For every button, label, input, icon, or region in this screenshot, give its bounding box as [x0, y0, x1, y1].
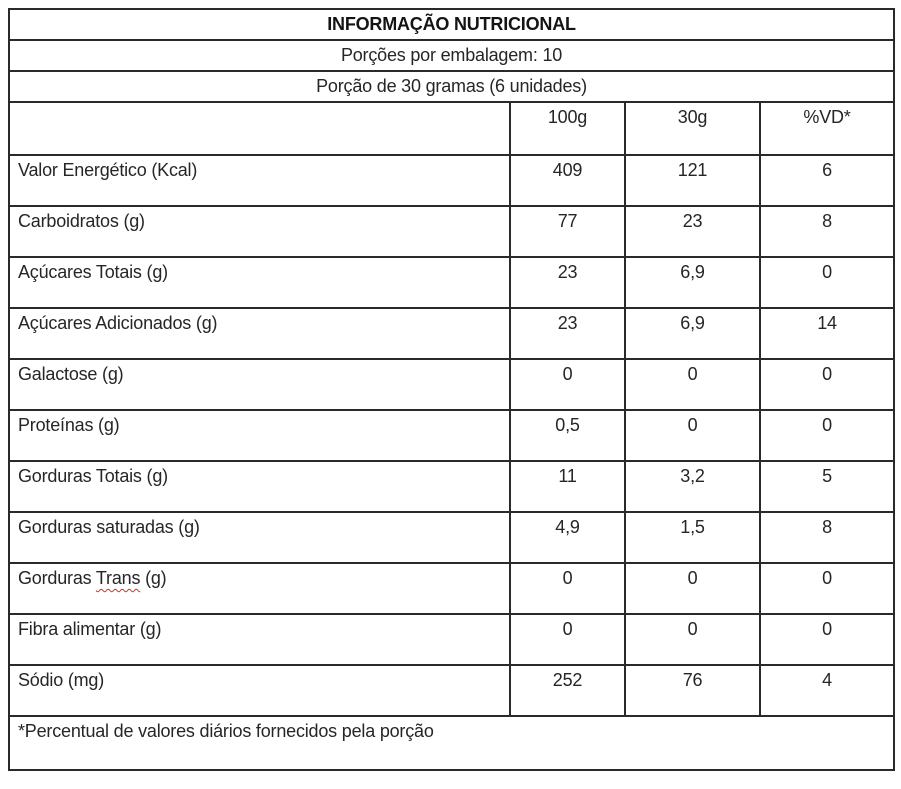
nutrient-label: Sódio (mg): [9, 665, 510, 716]
nutrient-label-suffix: (g): [140, 568, 167, 588]
value-vd: 14: [760, 308, 894, 359]
value-30g: 121: [625, 155, 760, 206]
nutrient-label-prefix: Gorduras: [18, 568, 96, 588]
value-30g: 76: [625, 665, 760, 716]
column-header-30g: 30g: [625, 102, 760, 155]
value-30g: 0: [625, 614, 760, 665]
value-vd: 0: [760, 410, 894, 461]
value-vd: 8: [760, 206, 894, 257]
table-row-gorduras-trans: [9, 563, 894, 614]
value-30g: 6,9: [625, 257, 760, 308]
value-30g: 1,5: [625, 512, 760, 563]
value-100g: 0: [510, 614, 625, 665]
nutrient-label: Gorduras saturadas (g): [9, 512, 510, 563]
nutrient-label: Açúcares Adicionados (g): [9, 308, 510, 359]
daily-value-footnote: *Percentual de valores diários fornecidos pela porção: [9, 716, 894, 770]
value-100g: 0,5: [510, 410, 625, 461]
table-row-carboidratos: [9, 206, 894, 257]
value-30g: 0: [625, 359, 760, 410]
portion-description-text: Porção de 30 gramas (6 unidades): [9, 71, 894, 102]
value-30g: 23: [625, 206, 760, 257]
table-row-galactose: [9, 359, 894, 410]
value-100g: 0: [510, 563, 625, 614]
servings-row: [9, 40, 894, 71]
nutrient-label: Gorduras Totais (g): [9, 461, 510, 512]
value-100g: 23: [510, 257, 625, 308]
value-30g: 0: [625, 410, 760, 461]
table-row-gorduras-saturadas: [9, 512, 894, 563]
value-30g: 3,2: [625, 461, 760, 512]
title-row: [9, 9, 894, 40]
nutrient-label: Proteínas (g): [9, 410, 510, 461]
nutrient-label: Galactose (g): [9, 359, 510, 410]
servings-per-package-text: Porções por embalagem: 10: [9, 40, 894, 71]
value-100g: 77: [510, 206, 625, 257]
footnote-row: [9, 716, 894, 770]
table-row-acucares-totais: [9, 257, 894, 308]
table-row-acucares-adicionados: [9, 308, 894, 359]
value-30g: 0: [625, 563, 760, 614]
value-vd: 0: [760, 257, 894, 308]
value-vd: 6: [760, 155, 894, 206]
value-100g: 23: [510, 308, 625, 359]
value-vd: 5: [760, 461, 894, 512]
value-vd: 0: [760, 614, 894, 665]
table-title: INFORMAÇÃO NUTRICIONAL: [9, 9, 894, 40]
value-vd: 8: [760, 512, 894, 563]
table-row-fibra-alimentar: [9, 614, 894, 665]
nutrient-label: Valor Energético (Kcal): [9, 155, 510, 206]
nutrient-label: Fibra alimentar (g): [9, 614, 510, 665]
column-header-100g: 100g: [510, 102, 625, 155]
value-100g: 409: [510, 155, 625, 206]
value-100g: 4,9: [510, 512, 625, 563]
value-vd: 0: [760, 563, 894, 614]
column-header-vd: %VD*: [760, 102, 894, 155]
value-100g: 0: [510, 359, 625, 410]
column-header-empty: [9, 102, 510, 155]
table-row-valor-energetico: [9, 155, 894, 206]
nutrition-facts-table: [8, 8, 895, 771]
column-header-row: [9, 102, 894, 155]
portion-row: [9, 71, 894, 102]
nutrient-label: [9, 563, 510, 614]
value-vd: 4: [760, 665, 894, 716]
misspelled-word-trans: Trans: [95, 568, 141, 588]
table-row-sodio: [9, 665, 894, 716]
value-vd: 0: [760, 359, 894, 410]
nutrient-label: Açúcares Totais (g): [9, 257, 510, 308]
value-100g: 252: [510, 665, 625, 716]
nutrient-label: Carboidratos (g): [9, 206, 510, 257]
table-row-proteinas: [9, 410, 894, 461]
table-row-gorduras-totais: [9, 461, 894, 512]
value-100g: 11: [510, 461, 625, 512]
value-30g: 6,9: [625, 308, 760, 359]
